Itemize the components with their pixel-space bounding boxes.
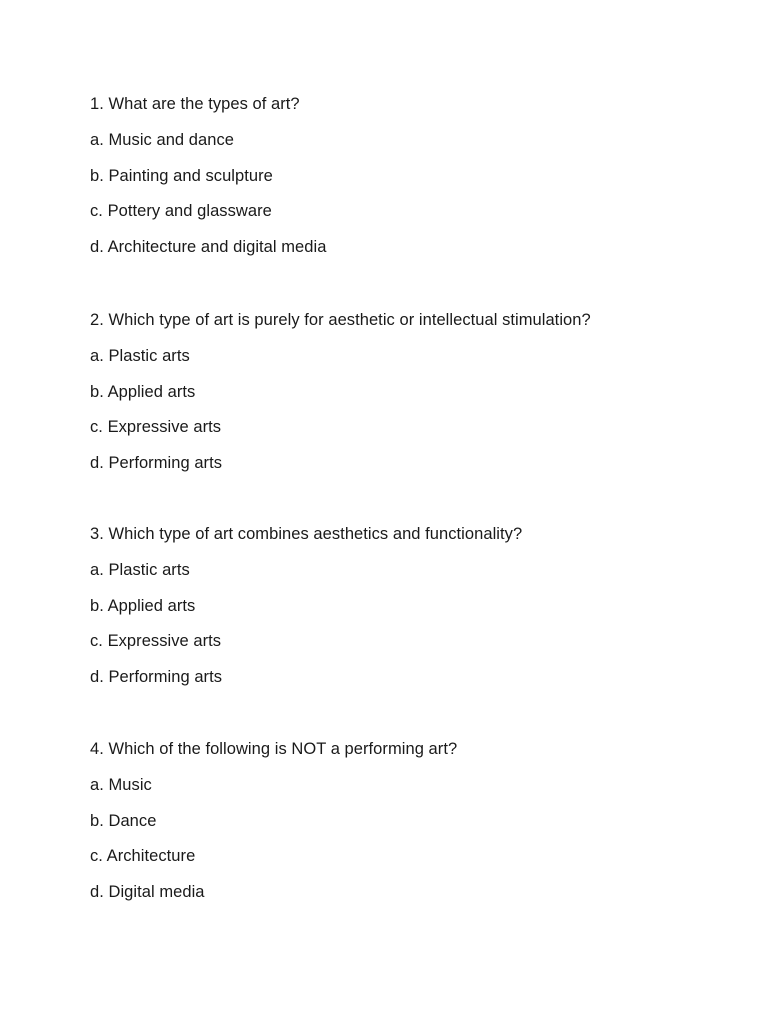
answer-option-d: d. Architecture and digital media [90,238,327,257]
question-1 [90,94,730,273]
answer-option-a: a. Music [90,775,152,794]
answer-option-c: c. Architecture [90,847,196,866]
question-3 [90,524,730,703]
question-prompt: 1. What are the types of art? [90,95,300,113]
answer-option-c: c. Expressive arts [90,418,222,437]
question-prompt: 4. Which of the following is NOT a performing art? [90,740,458,758]
question-prompt: 3. Which type of art combines aesthetics and functionality? [90,525,523,543]
answer-option-b: b. Dance [90,811,157,830]
answer-option-b: b. Applied arts [90,382,196,401]
answer-option-d: d. Digital media [90,883,205,902]
answer-option-d: d. Performing arts [90,668,223,687]
answer-option-b: b. Painting and sculpture [90,166,273,185]
answer-option-c: c. Pottery and glassware [90,202,272,221]
answer-option-a: a. Plastic arts [90,346,190,365]
answer-option-c: c. Expressive arts [90,632,222,651]
question-2 [90,310,730,489]
answer-option-b: b. Applied arts [90,596,196,615]
answer-option-d: d. Performing arts [90,454,223,473]
answer-option-a: a. Music and dance [90,130,234,149]
question-4 [90,739,730,918]
answer-option-a: a. Plastic arts [90,560,190,579]
question-prompt: 2. Which type of art is purely for aesthetic or intellectual stimulation? [90,311,591,329]
